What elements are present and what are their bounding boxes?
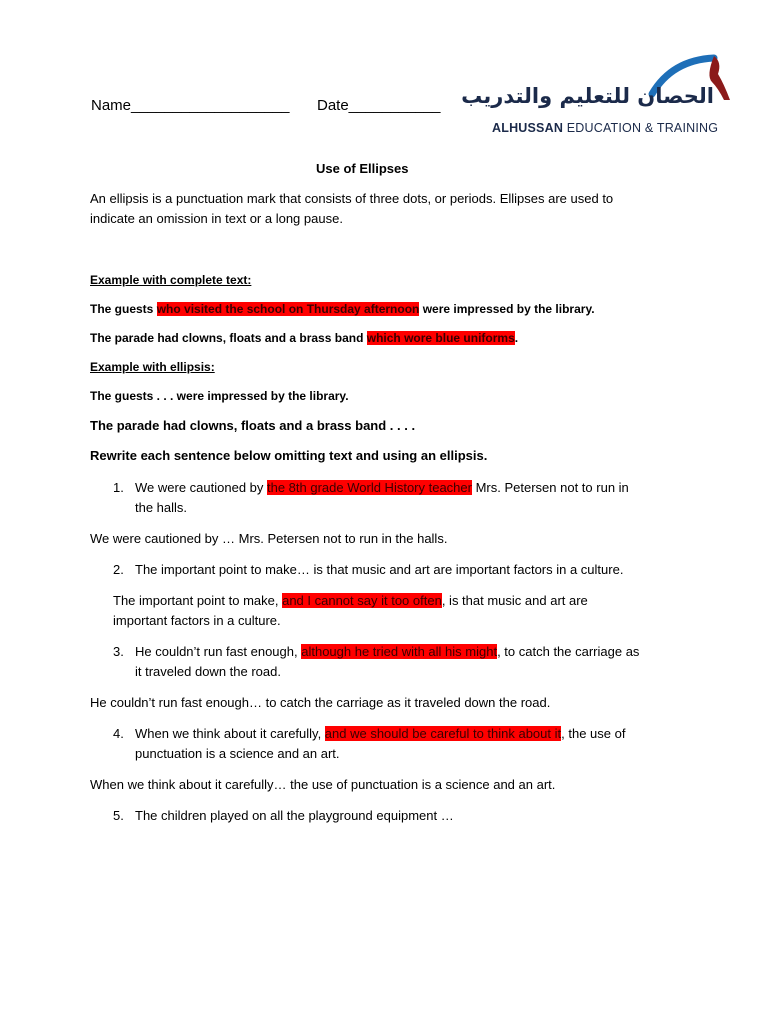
logo-english-text bbox=[492, 118, 718, 138]
item-2-pre: The important point to make, bbox=[113, 593, 283, 608]
item-2-line-3: important factors in a culture. bbox=[113, 613, 281, 628]
item-3-line-2: it traveled down the road. bbox=[135, 664, 281, 679]
logo-tagline: EDUCATION & TRAINING bbox=[563, 121, 719, 135]
item-2-number: 2. bbox=[113, 562, 124, 577]
item-1-sentence bbox=[135, 478, 629, 498]
item-2-line-1: The important point to make… is that music and art are important factors in a culture. bbox=[135, 562, 624, 577]
logo-arabic-text: الحصان للتعليم والتدريب bbox=[461, 84, 714, 108]
item-5-number: 5. bbox=[113, 808, 124, 823]
complete-example-2 bbox=[90, 328, 518, 348]
item-3-pre: He couldn’t run fast enough, bbox=[135, 644, 302, 659]
item-1-answer: We were cautioned by … Mrs. Petersen not to run in the halls. bbox=[90, 531, 448, 546]
complete-example-1-post: were impressed by the library. bbox=[419, 302, 595, 316]
item-3-sentence bbox=[135, 642, 639, 662]
item-3-highlight: although he tried with all his might bbox=[301, 644, 498, 659]
instruction: Rewrite each sentence below omitting text and using an ellipsis. bbox=[90, 448, 488, 463]
item-1-pre: We were cautioned by bbox=[135, 480, 267, 495]
item-4-answer: When we think about it carefully… the use of punctuation is a science and an art. bbox=[90, 777, 556, 792]
item-1-number: 1. bbox=[113, 480, 124, 495]
logo-brand: ALHUSSAN bbox=[492, 121, 564, 135]
item-4-line-2: punctuation is a science and an art. bbox=[135, 746, 340, 761]
ellipsis-example-1: The guests . . . were impressed by the library. bbox=[90, 389, 349, 403]
complete-example-2-pre: The parade had clowns, floats and a brass band bbox=[90, 331, 367, 345]
alhussan-logo bbox=[461, 52, 732, 138]
ellipsis-heading: Example with ellipsis: bbox=[90, 360, 215, 374]
item-2-sentence bbox=[113, 591, 588, 611]
item-1-highlight: the 8th grade World History teacher bbox=[267, 480, 472, 495]
item-5-line-1: The children played on all the playground equipment … bbox=[135, 808, 454, 823]
item-3-post: , to catch the carriage as bbox=[497, 644, 640, 659]
page-title: Use of Ellipses bbox=[316, 161, 409, 176]
item-4-number: 4. bbox=[113, 726, 124, 741]
complete-example-2-highlight: which wore blue uniforms bbox=[366, 331, 515, 345]
complete-heading: Example with complete text: bbox=[90, 273, 252, 287]
complete-example-1 bbox=[90, 299, 595, 319]
intro-line-2: indicate an omission in text or a long pause. bbox=[90, 211, 343, 226]
ellipsis-example-2: The parade had clowns, floats and a brass band . . . . bbox=[90, 418, 416, 433]
item-4-post: , the use of bbox=[561, 726, 626, 741]
item-2-post: , is that music and art are bbox=[441, 593, 588, 608]
item-1-line-2: the halls. bbox=[135, 500, 188, 515]
item-4-pre: When we think about it carefully, bbox=[135, 726, 325, 741]
complete-example-2-post: . bbox=[514, 331, 519, 345]
item-3-answer: He couldn’t run fast enough… to catch the carriage as it traveled down the road. bbox=[90, 695, 551, 710]
date-field: Date___________ bbox=[317, 97, 441, 114]
item-1-post: Mrs. Petersen not to run in bbox=[471, 480, 629, 495]
item-4-highlight: and we should be careful to think about it bbox=[324, 726, 562, 741]
complete-example-1-pre: The guests bbox=[90, 302, 157, 316]
complete-example-1-highlight: who visited the school on Thursday afternoon bbox=[156, 302, 420, 316]
name-field: Name___________________ bbox=[91, 97, 290, 114]
item-2-highlight: and I cannot say it too often bbox=[282, 593, 442, 608]
item-4-sentence bbox=[135, 724, 625, 744]
intro-line-1: An ellipsis is a punctuation mark that consists of three dots, or periods. Ellipses are used to bbox=[90, 191, 614, 206]
item-3-number: 3. bbox=[113, 644, 124, 659]
